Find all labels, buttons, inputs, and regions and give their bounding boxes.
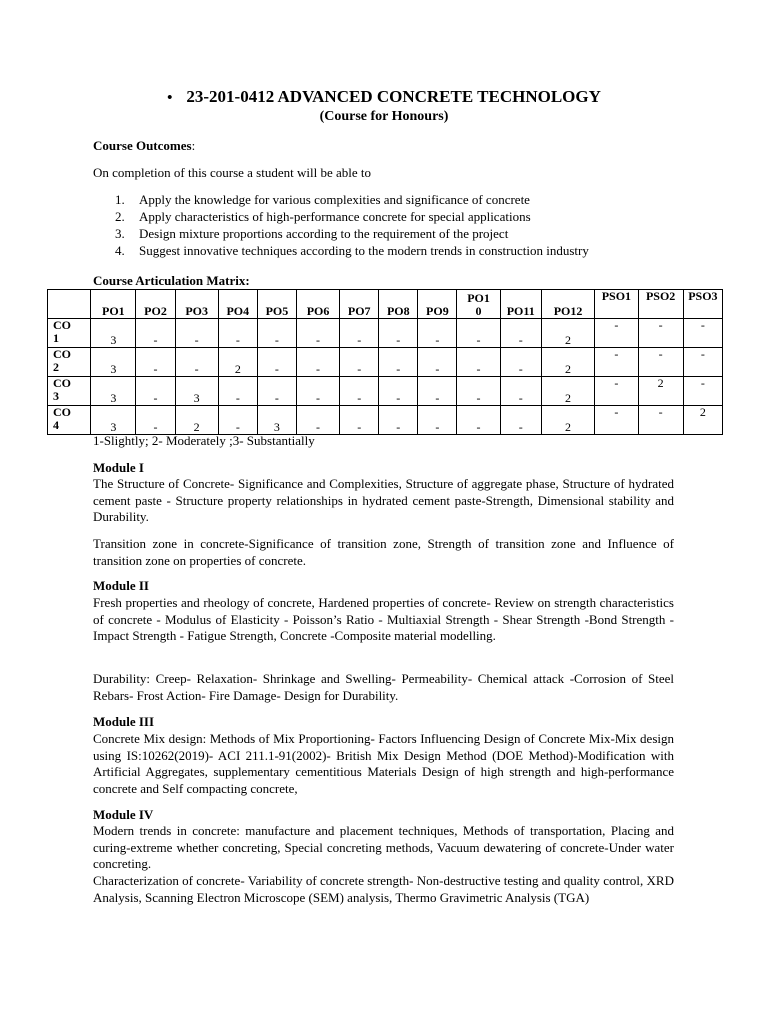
list-item-text: Suggest innovative techniques according to the modern trends in construction industry (139, 243, 589, 258)
table-cell: - (218, 319, 257, 348)
module-2-paragraph-1: Fresh properties and rheology of concrete, Hardened properties of concrete- Review on strength characteristics of concrete - Modulus of Elasticity - Poisson’s Ratio - Multiaxial Strength - Shear Strength -Bond Strength - Impact Strength - Fatigue Strength, Concrete -Composite material modelling. (93, 595, 674, 643)
module-1-heading: Module I (93, 460, 144, 475)
table-cell: - (418, 319, 457, 348)
table-cell: - (457, 406, 500, 435)
list-item-number: 4. (115, 243, 125, 258)
column-header: PSO1 (595, 290, 638, 319)
table-cell: - (136, 377, 175, 406)
table-cell: 2 (541, 406, 595, 435)
module-3-heading: Module III (93, 714, 155, 729)
table-cell: - (257, 348, 296, 377)
table-cell: - (257, 377, 296, 406)
table-cell: - (638, 319, 683, 348)
table-cell: - (340, 319, 379, 348)
course-subtitle: (Course for Honours) (319, 109, 449, 124)
column-header: PO3 (175, 290, 218, 319)
table-cell: - (638, 406, 683, 435)
articulation-matrix-table (47, 289, 723, 435)
table-cell: 2 (541, 377, 595, 406)
table-cell: - (595, 377, 638, 406)
table-cell: - (379, 406, 418, 435)
table-cell: - (457, 348, 500, 377)
table-cell: - (418, 377, 457, 406)
table-cell: - (296, 377, 339, 406)
list-item (115, 225, 589, 242)
table-row (48, 348, 723, 377)
table-cell: - (595, 319, 638, 348)
table-cell: - (340, 348, 379, 377)
table-cell: - (500, 348, 541, 377)
course-outcomes-colon: : (191, 138, 196, 153)
table-cell: 2 (683, 406, 722, 435)
row-header-co: CO 4 (48, 406, 91, 435)
table-cell: - (175, 319, 218, 348)
column-header: PO1 (91, 290, 136, 319)
table-cell: - (296, 348, 339, 377)
module-4-paragraph-1: Modern trends in concrete: manufacture and placement techniques, Methods of transportation, Placing and curing-extreme whether concreting, Special concreting methods, Vacuum dewatering of concrete-Under water concreting. (93, 823, 674, 871)
table-cell: - (296, 406, 339, 435)
table-cell: 2 (541, 319, 595, 348)
row-header-co: CO 2 (48, 348, 91, 377)
column-header: PO5 (257, 290, 296, 319)
table-row (48, 406, 723, 435)
table-cell: 2 (638, 377, 683, 406)
table-cell: - (136, 348, 175, 377)
course-outcomes-intro: On completion of this course a student will be able to (93, 165, 371, 180)
table-cell: - (500, 319, 541, 348)
row-header-co: CO 3 (48, 377, 91, 406)
table-cell: 2 (218, 348, 257, 377)
table-cell: - (379, 348, 418, 377)
column-header: PO7 (340, 290, 379, 319)
table-cell: - (683, 377, 722, 406)
table-cell: 3 (91, 319, 136, 348)
column-header: PO4 (218, 290, 257, 319)
column-header (48, 290, 91, 319)
table-cell: - (418, 348, 457, 377)
course-title-text: 23-201-0412 ADVANCED CONCRETE TECHNOLOGY (186, 87, 601, 106)
list-item-text: Apply characteristics of high-performance concrete for special applications (139, 209, 531, 224)
list-item-number: 2. (115, 209, 125, 224)
list-item-text: Apply the knowledge for various complexities and significance of concrete (139, 192, 530, 207)
module-3-paragraph-1: Concrete Mix design: Methods of Mix Proportioning- Factors Influencing Design of Concrete Mix-Mix design using IS:10262(2019)- ACI 211.1-91(2002)- British Mix Design Method (DOE Method)-Modification with Artificial Aggregates, supplementary cementitious Materials Design of high strength and high-performance concrete and Self compacting concrete, (93, 731, 674, 796)
table-cell: - (136, 406, 175, 435)
row-header-co: CO 1 (48, 319, 91, 348)
table-cell: - (500, 377, 541, 406)
column-header: PO6 (296, 290, 339, 319)
table-cell: - (296, 319, 339, 348)
list-item (115, 208, 589, 225)
table-cell: - (136, 319, 175, 348)
table-row (48, 319, 723, 348)
list-item (115, 191, 589, 208)
module-4-heading: Module IV (93, 807, 154, 822)
bullet-icon: • (167, 90, 173, 106)
course-title (0, 87, 768, 108)
course-outcomes-heading (93, 138, 674, 155)
table-cell: - (218, 406, 257, 435)
table-cell: 3 (91, 348, 136, 377)
column-header: PSO3 (683, 290, 722, 319)
table-cell: 2 (541, 348, 595, 377)
table-cell: - (175, 348, 218, 377)
table-cell: - (595, 406, 638, 435)
module-1-paragraph-2: Transition zone in concrete-Significance of transition zone, Strength of transition zone and Influence of transition zone on properties of concrete. (93, 536, 674, 568)
table-cell: - (418, 406, 457, 435)
list-item-number: 3. (115, 226, 125, 241)
table-row (48, 377, 723, 406)
table-cell: - (638, 348, 683, 377)
table-cell: - (379, 319, 418, 348)
column-header: PO8 (379, 290, 418, 319)
course-outcomes-list (115, 191, 589, 259)
table-header-row (48, 290, 723, 319)
module-2-heading: Module II (93, 578, 149, 593)
module-2-paragraph-2: Durability: Creep- Relaxation- Shrinkage and Swelling- Permeability- Chemical attack -Corrosion of Steel Rebars- Frost Action- Fire Damage- Design for Durability. (93, 671, 674, 703)
table-cell: 3 (91, 406, 136, 435)
column-header: PO2 (136, 290, 175, 319)
table-cell: - (457, 377, 500, 406)
module-4-paragraph-2: Characterization of concrete- Variability of concrete strength- Non-destructive testing and quality control, XRD Analysis, Scanning Electron Microscope (SEM) analysis, Thermo Gravimetric Analysis (TGA) (93, 873, 674, 905)
column-header: PO1 0 (457, 290, 500, 319)
column-header: PO11 (500, 290, 541, 319)
table-cell: - (218, 377, 257, 406)
module-1-paragraph-1: The Structure of Concrete- Significance and Complexities, Structure of aggregate phase, Structure of hydrated cement paste - Structure property relationships in hydrated cement paste-Strength, Dimensional stability and Durability. (93, 476, 674, 524)
list-item-number: 1. (115, 192, 125, 207)
list-item (115, 242, 589, 259)
matrix-heading: Course Articulation Matrix: (93, 273, 250, 288)
table-cell: 2 (175, 406, 218, 435)
list-item-text: Design mixture proportions according to the requirement of the project (139, 226, 509, 241)
column-header: PSO2 (638, 290, 683, 319)
table-cell: 3 (91, 377, 136, 406)
table-cell: - (683, 348, 722, 377)
table-cell: - (257, 319, 296, 348)
table-cell: - (500, 406, 541, 435)
matrix-legend: 1-Slightly; 2- Moderately ;3- Substantially (93, 433, 315, 448)
table-cell: - (340, 406, 379, 435)
table-cell: - (340, 377, 379, 406)
table-cell: - (457, 319, 500, 348)
course-outcomes-heading-text: Course Outcomes (93, 138, 192, 153)
column-header: PO9 (418, 290, 457, 319)
table-cell: 3 (175, 377, 218, 406)
table-cell: - (595, 348, 638, 377)
table-cell: - (379, 377, 418, 406)
column-header: PO12 (541, 290, 595, 319)
table-cell: - (683, 319, 722, 348)
table-cell: 3 (257, 406, 296, 435)
